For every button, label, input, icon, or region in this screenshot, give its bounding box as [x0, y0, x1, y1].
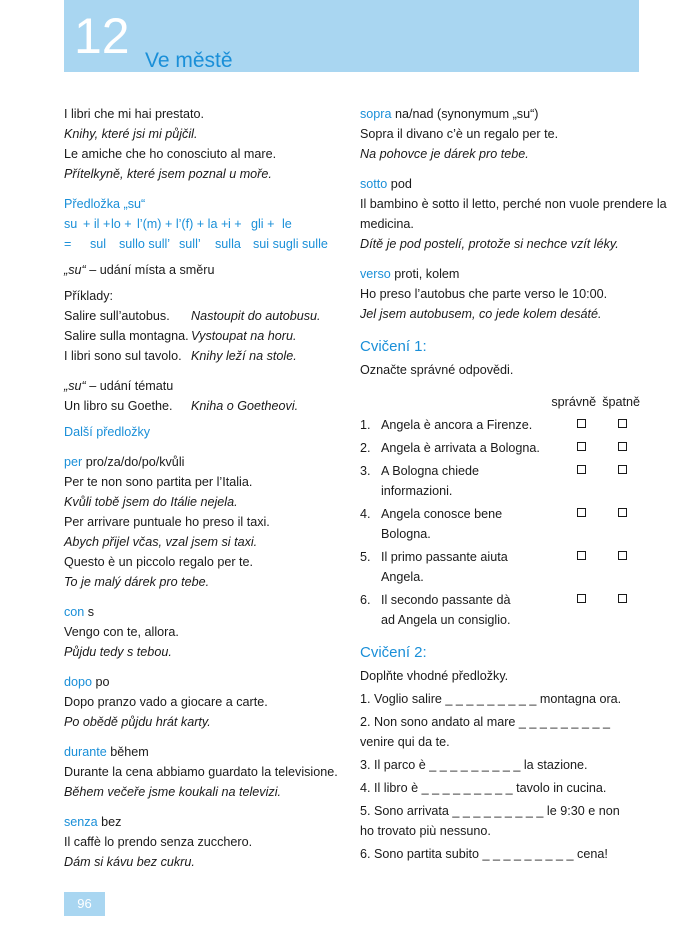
exercise-1-item: [360, 547, 640, 587]
formula-result: sull’: [179, 237, 201, 251]
column-true: správně: [551, 395, 597, 409]
checkbox-true[interactable]: [577, 442, 586, 451]
preposition-example: Sopra il divano c’è un regalo per te.: [360, 127, 559, 141]
checkbox-true[interactable]: [577, 508, 586, 517]
preposition-example: Abych přijel včas, vzal jsem si taxi.: [64, 535, 258, 549]
spacer: [64, 732, 332, 742]
preposition-meaning: během: [106, 745, 149, 759]
checkbox-false[interactable]: [618, 465, 627, 474]
formula-term: su: [64, 217, 78, 231]
fill-in-line: 3. Il parco è _ _ _ _ _ _ _ _ _ la stazione.: [360, 758, 588, 772]
predlozka-heading: Předložka „su“: [64, 197, 146, 211]
intro-line: I libri che mi hai prestato.: [64, 107, 204, 121]
intro-line: Knihy, které jsi mi půjčil.: [64, 127, 198, 141]
exercise-2-instruction: Doplňte vhodné předložky.: [360, 669, 509, 683]
preposition-head: [64, 602, 332, 622]
exercise-1-column-headers: [360, 392, 640, 412]
prepositions-list: [64, 442, 338, 872]
examples-label: Příklady:: [64, 289, 113, 303]
preposition-head: [360, 264, 640, 284]
checkbox-false[interactable]: [618, 508, 627, 517]
preposition-example: Vengo con te, allora.: [64, 625, 179, 639]
preposition-word: con: [64, 605, 85, 619]
formula-term: i +: [228, 217, 242, 231]
fill-in-line: venire qui da te.: [360, 735, 450, 749]
preposition-example: Dám si kávu bez cukru.: [64, 855, 195, 869]
checkbox-false[interactable]: [618, 594, 627, 603]
item-text-line: ad Angela un consiglio.: [381, 613, 511, 627]
item-text: [381, 504, 577, 544]
checkbox-true[interactable]: [577, 419, 586, 428]
spacer: [360, 324, 640, 330]
preposition-example: Il caffè lo prendo senza zucchero.: [64, 835, 253, 849]
item-text: [381, 438, 577, 458]
preposition-head: [64, 672, 332, 692]
chapter-header: [64, 0, 639, 72]
chapter-number: 12: [74, 8, 130, 64]
exercise-1-title: Cvičení 1:: [360, 338, 427, 355]
fill-in-line: 1. Voglio salire _ _ _ _ _ _ _ _ _ montagna ora.: [360, 692, 622, 706]
example-row: [64, 346, 332, 366]
item-text-line: Bologna.: [381, 527, 431, 541]
item-number: 6.: [360, 593, 371, 607]
formula-term: l’(m) + l’(f) + la +: [137, 217, 229, 231]
preposition-head: [64, 742, 332, 762]
example-row: [64, 326, 332, 346]
preposition-meaning: pro/za/do/po/kvůli: [82, 455, 185, 469]
preposition-example: Jel jsem autobusem, co jede kolem desáté.: [360, 307, 602, 321]
formula-result: =: [64, 237, 72, 251]
preposition-example: Per te non sono partita per l’Italia.: [64, 475, 253, 489]
preposition-meaning: bez: [97, 815, 122, 829]
exercise-2-item: [360, 755, 640, 775]
preposition-word: per: [64, 455, 83, 469]
item-number: 2.: [360, 441, 371, 455]
preposition-example: Na pohovce je dárek pro tebe.: [360, 147, 529, 161]
preposition-meaning: po: [92, 675, 110, 689]
checkbox-false[interactable]: [618, 551, 627, 560]
preposition-example: Questo è un piccolo regalo per te.: [64, 555, 254, 569]
topic-example: Un libro su Goethe. Kniha o Goetheovi.: [64, 399, 299, 413]
fill-in-line: 6. Sono partita subito _ _ _ _ _ _ _ _ _ cena!: [360, 847, 608, 861]
formula-term: lo +: [111, 217, 132, 231]
left-column: [64, 104, 338, 872]
preposition-example: Il bambino è sotto il letto, perché non vuole prendere la: [360, 197, 667, 211]
formula-bottom: [64, 234, 332, 254]
preposition-word: senza: [64, 815, 98, 829]
checkbox-true[interactable]: [577, 594, 586, 603]
item-text: [381, 547, 577, 587]
preposition-example: To je malý dárek pro tebe.: [64, 575, 210, 589]
item-text-line: informazioni.: [381, 484, 453, 498]
exercise-2-title: Cvičení 2:: [360, 644, 427, 661]
item-text-line: Angela è ancora a Firenze.: [381, 418, 533, 432]
exercise-1-instruction: Označte správné odpovědi.: [360, 363, 514, 377]
column-false: špatně: [602, 395, 640, 409]
item-text: [381, 415, 577, 435]
examples-table: [64, 306, 332, 366]
checkbox-false[interactable]: [618, 419, 627, 428]
fill-in-line: ho trovato più nessuno.: [360, 824, 491, 838]
fill-in-line: 2. Non sono andato al mare _ _ _ _ _ _ _ _ _: [360, 715, 610, 729]
item-text-line: Angela.: [381, 570, 424, 584]
spacer: [64, 442, 332, 452]
exercise-2-item: [360, 801, 640, 841]
item-number: 5.: [360, 550, 371, 564]
prepositions-list-right: [360, 104, 667, 330]
preposition-word: dopo: [64, 675, 93, 689]
example-row: [64, 306, 332, 326]
usage-topic: „su“ – udání tématu: [64, 379, 174, 393]
intro-examples: [64, 104, 332, 184]
checkbox-true[interactable]: [577, 465, 586, 474]
item-text-line: Il primo passante aiuta: [381, 550, 508, 564]
spacer: [360, 254, 640, 264]
example-italian: Salire sulla montagna.: [64, 329, 189, 343]
preposition-meaning: na/nad (synonymum „su“): [391, 107, 539, 121]
item-text-line: Il secondo passante dà: [381, 593, 511, 607]
preposition-example: Dítě je pod postelí, protože si nechce vzít léky.: [360, 237, 619, 251]
chapter-title: Ve městě: [145, 49, 233, 72]
preposition-example: Durante la cena abbiamo guardato la televisione.: [64, 765, 338, 779]
fill-in-line: 4. Il libro è _ _ _ _ _ _ _ _ _ tavolo in cucina.: [360, 781, 607, 795]
exercise-2-item: [360, 778, 640, 798]
formula-result: sullo sull’: [119, 237, 171, 251]
formula-term: + il +: [83, 217, 111, 231]
preposition-example: Po obědě půjdu hrát karty.: [64, 715, 211, 729]
exercise-1-item: [360, 590, 640, 630]
preposition-example: Dopo pranzo vado a giocare a carte.: [64, 695, 268, 709]
exercise-2-item: [360, 689, 640, 709]
formula-term: le: [282, 217, 292, 231]
formula-top: [64, 214, 332, 234]
formula-result: sui sugli sulle: [253, 237, 328, 251]
preposition-head: [64, 452, 332, 472]
preposition-example: Per arrivare puntuale ho preso il taxi.: [64, 515, 270, 529]
intro-line: Přítelkyně, které jsem poznal u moře.: [64, 167, 272, 181]
spacer: [360, 164, 640, 174]
item-number: 3.: [360, 464, 371, 478]
example-italian: Salire sull’autobus.: [64, 309, 170, 323]
exercise-2-items: [360, 689, 640, 864]
spacer: [64, 592, 332, 602]
example-czech: Knihy leží na stole.: [191, 349, 297, 363]
usage-place: „su“ – udání místa a směru: [64, 263, 215, 277]
example-czech: Nastoupit do autobusu.: [191, 309, 321, 323]
spacer: [64, 802, 332, 812]
preposition-example: Během večeře jsme koukali na televizi.: [64, 785, 281, 799]
exercise-1-item: [360, 461, 640, 501]
example-czech: Vystoupat na horu.: [191, 329, 297, 343]
preposition-example: medicina.: [360, 217, 414, 231]
item-text: [381, 461, 577, 501]
exercise-2-item: [360, 712, 640, 752]
item-number: 4.: [360, 507, 371, 521]
other-prepositions-heading: Další předložky: [64, 425, 151, 439]
right-column: [360, 104, 667, 864]
preposition-example: Ho preso l’autobus che parte verso le 10:00.: [360, 287, 608, 301]
preposition-example: Kvůli tobě jsem do Itálie nejela.: [64, 495, 238, 509]
preposition-example: Půjdu tedy s tebou.: [64, 645, 172, 659]
preposition-meaning: pod: [387, 177, 412, 191]
checkbox-true[interactable]: [577, 551, 586, 560]
exercise-1-item: [360, 504, 640, 544]
formula-result: sulla: [215, 237, 241, 251]
item-number: 1.: [360, 418, 371, 432]
preposition-word: verso: [360, 267, 391, 281]
exercise-1-item: [360, 415, 640, 435]
preposition-meaning: proti, kolem: [390, 267, 460, 281]
spacer: [64, 662, 332, 672]
preposition-head: [360, 104, 640, 124]
example-italian: I libri sono sul tavolo.: [64, 349, 182, 363]
exercise-1-item: [360, 438, 640, 458]
fill-in-line: 5. Sono arrivata _ _ _ _ _ _ _ _ _ le 9:30 e non: [360, 804, 620, 818]
preposition-word: durante: [64, 745, 107, 759]
preposition-head: [64, 812, 332, 832]
preposition-head: [360, 174, 640, 194]
item-text-line: A Bologna chiede: [381, 464, 480, 478]
intro-line: Le amiche che ho conosciuto al mare.: [64, 147, 277, 161]
item-text-line: Angela è arrivata a Bologna.: [381, 441, 540, 455]
formula-result: sul: [90, 237, 107, 251]
preposition-word: sopra: [360, 107, 392, 121]
preposition-meaning: s: [84, 605, 95, 619]
checkbox-false[interactable]: [618, 442, 627, 451]
preposition-word: sotto: [360, 177, 388, 191]
formula-term: gli +: [251, 217, 275, 231]
item-text-line: Angela conosce bene: [381, 507, 503, 521]
exercise-1-items: [360, 415, 640, 630]
page-number: 96: [64, 892, 105, 916]
item-text: [381, 590, 577, 630]
exercise-2-item: [360, 844, 640, 864]
